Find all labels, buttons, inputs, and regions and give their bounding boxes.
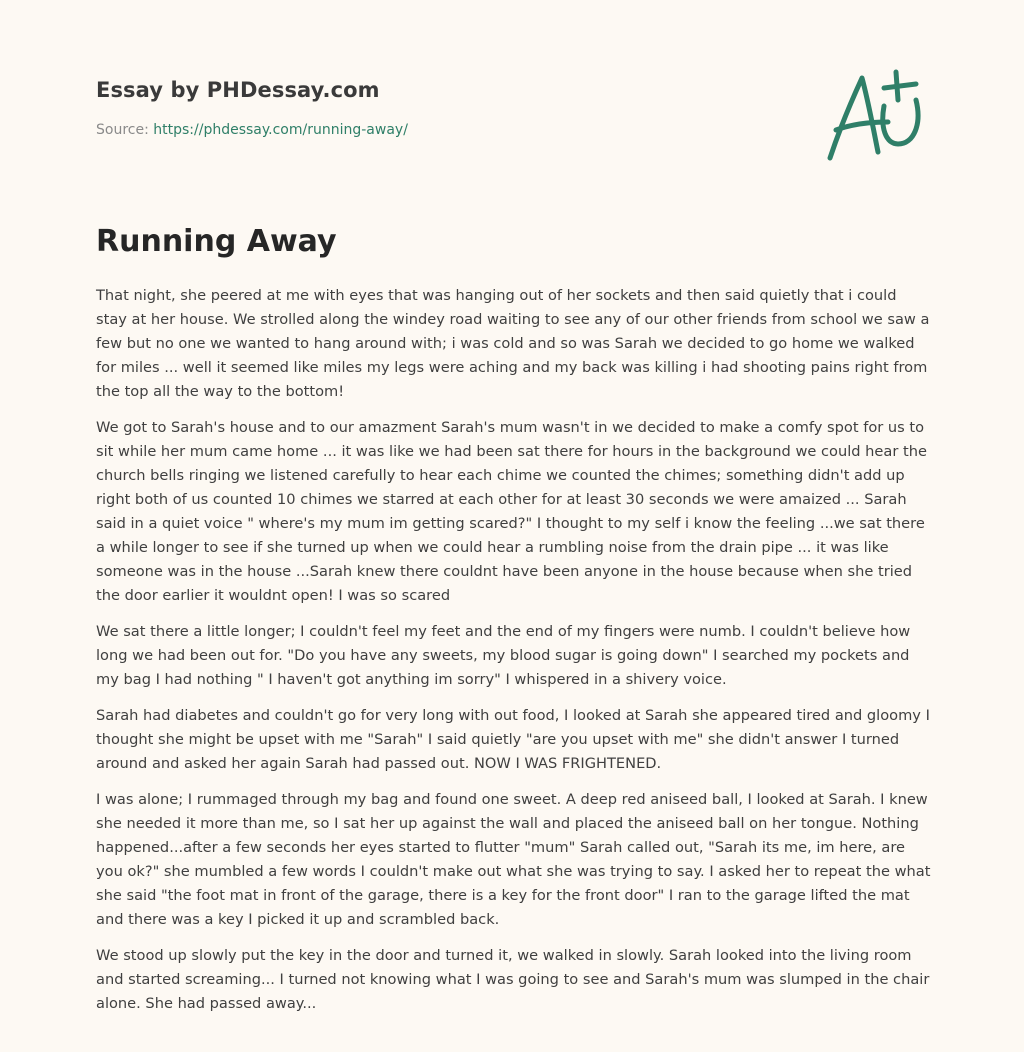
essay-header: [96, 78, 936, 138]
essay-body: [96, 284, 932, 1028]
essay-paragraph: We sat there a little longer; I couldn't feel my feet and the end of my fingers were numb. I couldn't believe how long we had been out for. "Do you have any sweets, my blood sugar is going down" I searched my pockets and my bag I had nothing " I haven't got anything im sorry" I whispered in a shivery voice.: [96, 623, 911, 688]
source-link[interactable]: https://phdessay.com/running-away/: [153, 122, 408, 138]
essay-paragraph: I was alone; I rummaged through my bag and found one sweet. A deep red aniseed ball, I looked at Sarah. I knew she needed it more than me, so I sat her up against the wall and placed the aniseed ball on her tongue. Nothing happened...after a few seconds her eyes started to flutter "mum" Sarah called out, "Sarah its me, im here, are you ok?" she mumbled a few words I couldn't make out what she was trying to say. I asked her to repeat the what she said "the foot mat in front of the garage, there is a key for the front door" I ran to the garage lifted the mat and there was a key I picked it up and scrambled back.: [96, 791, 931, 928]
source-line: [96, 122, 936, 138]
essay-paragraph: Sarah had diabetes and couldn't go for very long with out food, I looked at Sarah she appeared tired and gloomy I thought she might be upset with me "Sarah" I said quietly "are you upset with me" she didn't answer I turned around and asked her again Sarah had passed out. NOW I WAS FRIGHTENED.: [96, 707, 930, 772]
source-label: Source:: [96, 122, 149, 138]
essay-paragraph: That night, she peered at me with eyes that was hanging out of her sockets and then said quietly that i could stay at her house. We strolled along the windey road waiting to see any of our other friends from school we saw a few but no one we wanted to hang around with; i was cold and so was Sarah we decided to go home we walked for miles ... well it seemed like miles my legs were aching and my back was killing i had shooting pains right from the top all the way to the bottom!: [96, 287, 930, 400]
essay-paragraph: We got to Sarah's house and to our amazment Sarah's mum wasn't in we decided to make a comfy spot for us to sit while her mum came home ... it was like we had been sat there for hours in the background we could hear the church bells ringing we listened carefully to hear each chime we counted the chimes; something didn't add up right both of us counted 10 chimes we starred at each other for at least 30 seconds we were amaized ... Sarah said in a quiet voice " where's my mum im getting scared?" I thought to my self i know the feeling ...we sat there a while longer to see if she turned up when we could hear a rumbling noise from the drain pipe ... it was like someone was in the house ...Sarah knew there couldnt have been anyone in the house because when she tried the door earlier it wouldnt open! I was so scared: [96, 419, 927, 604]
site-brand: Essay by PHDessay.com: [96, 78, 380, 102]
a-plus-grade-icon: [818, 66, 930, 166]
essay-title: Running Away: [96, 224, 337, 259]
essay-paragraph: We stood up slowly put the key in the door and turned it, we walked in slowly. Sarah looked into the living room and started screaming... I turned not knowing what I was going to see and Sarah's mum was slumped in the chair alone. She had passed away...: [96, 947, 930, 1012]
